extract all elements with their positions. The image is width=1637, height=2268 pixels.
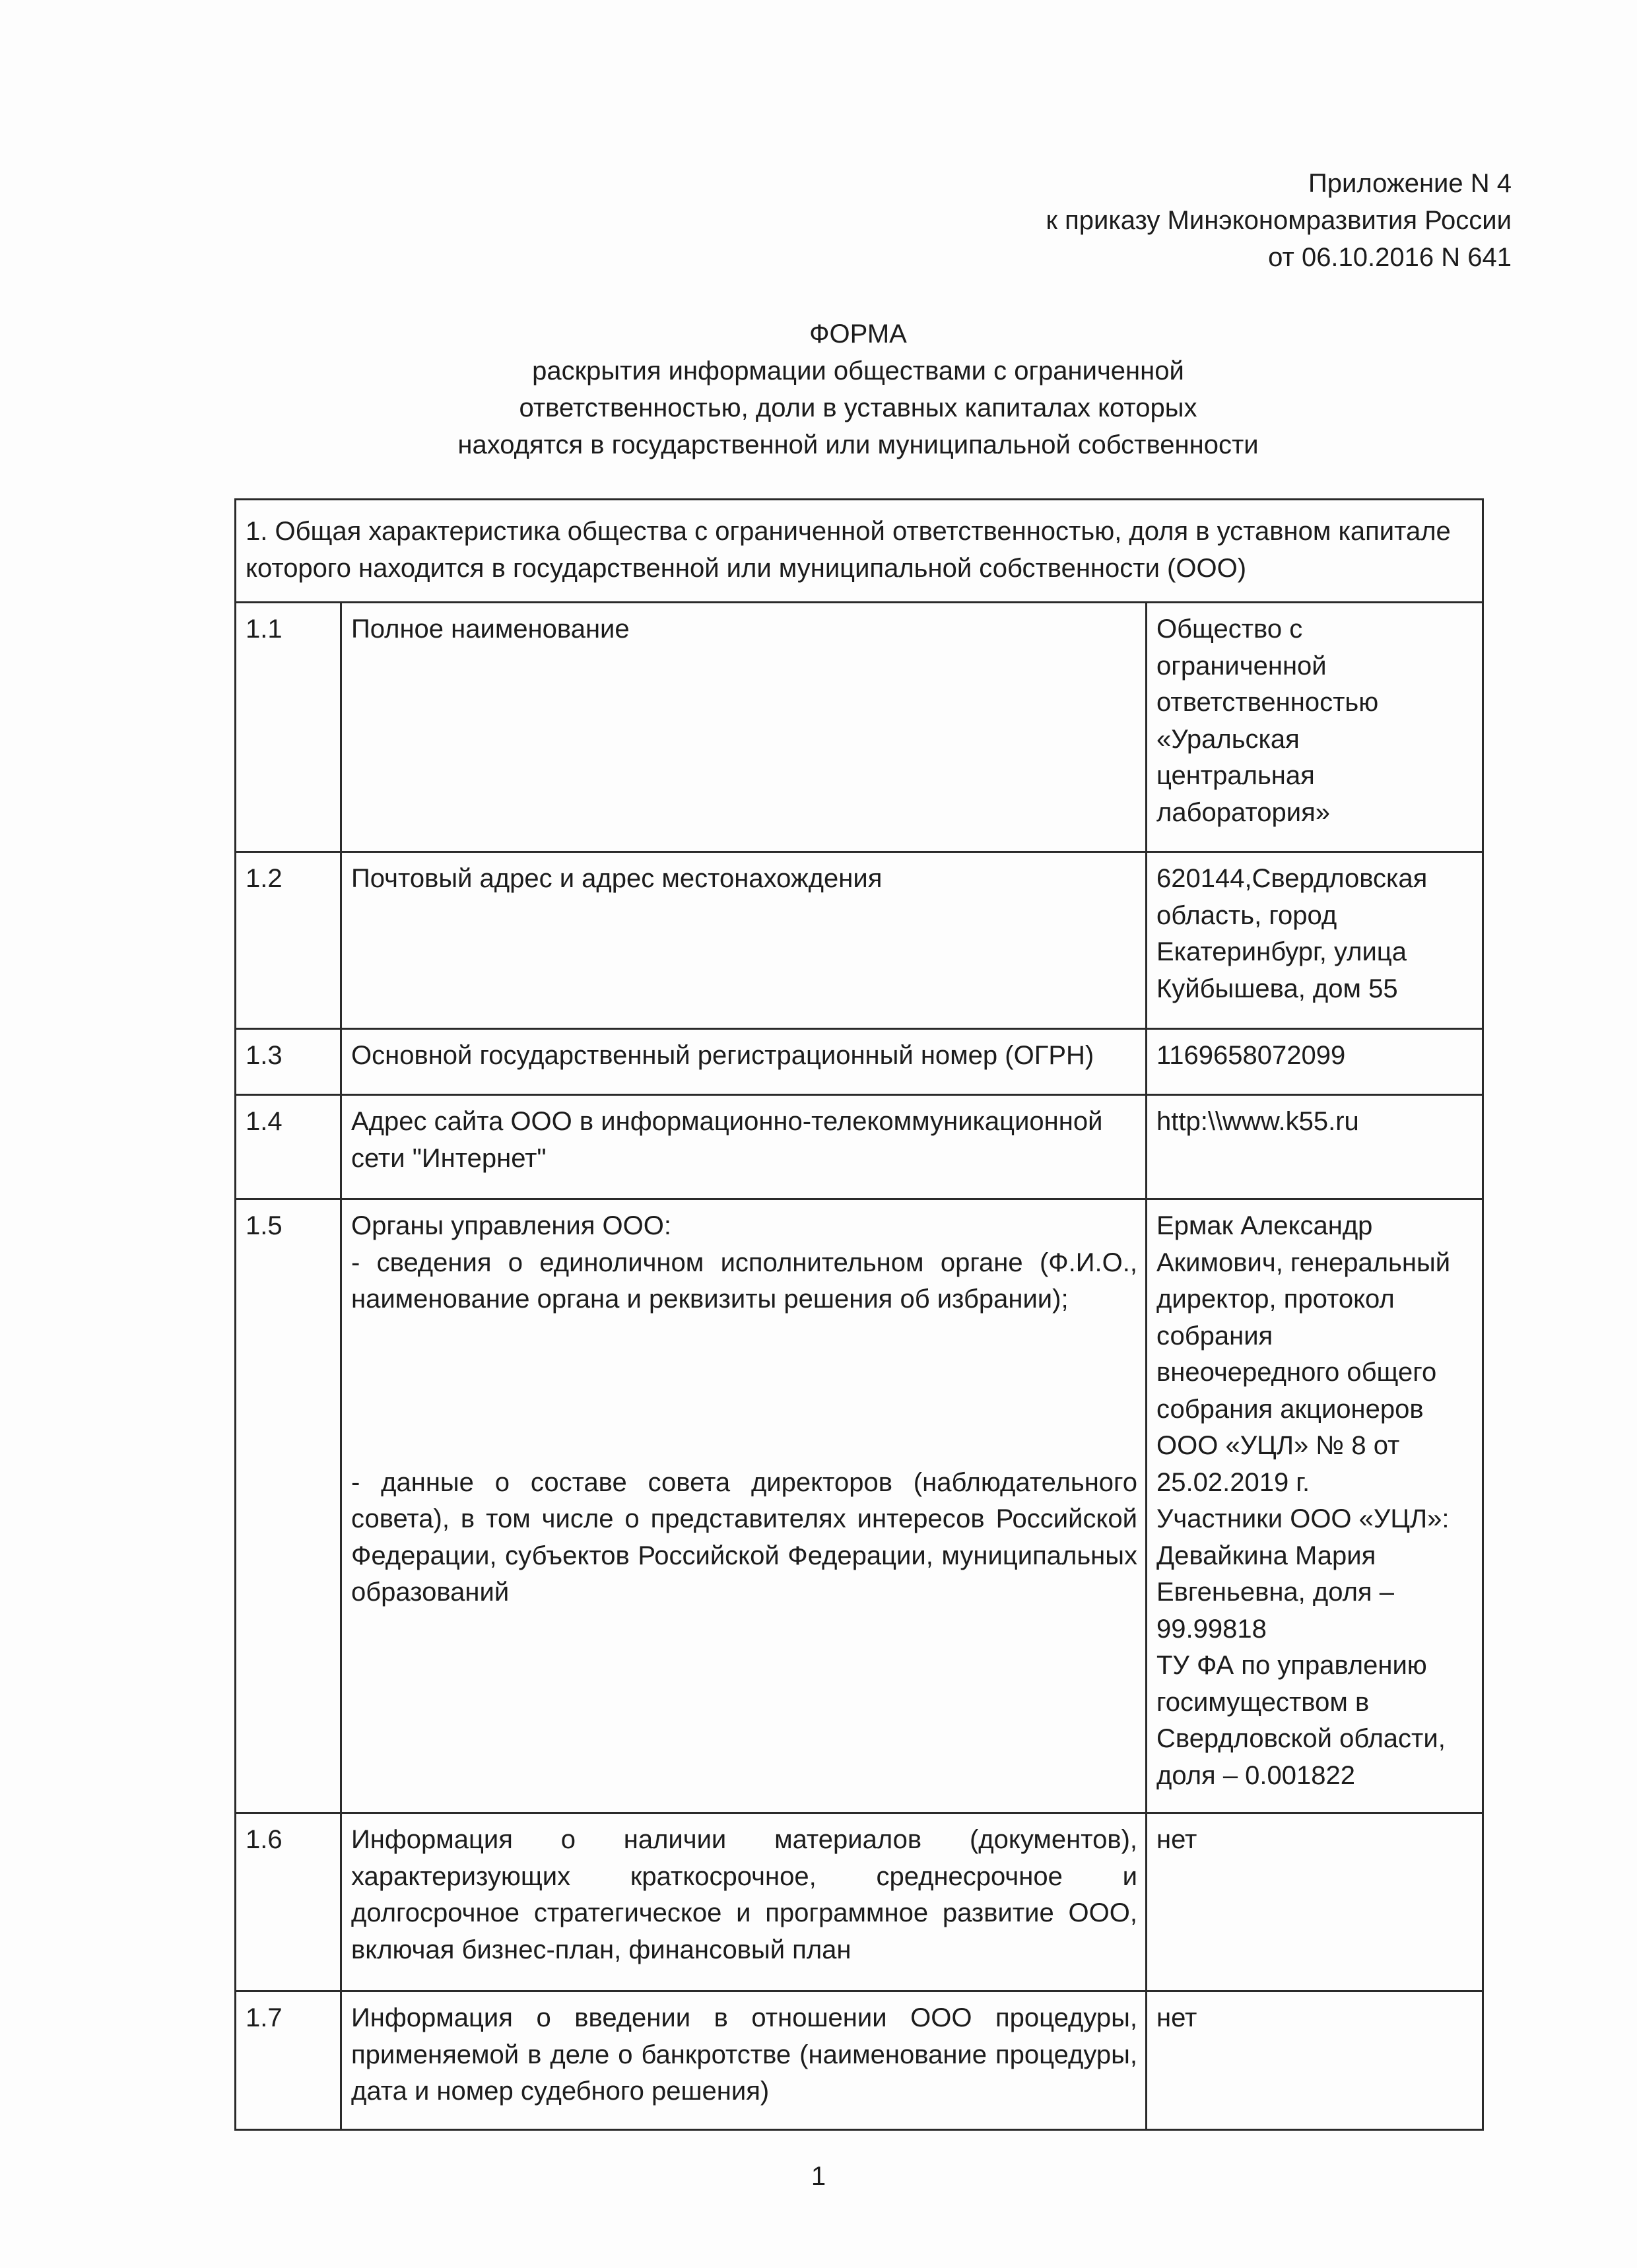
- row-number: 1.6: [236, 1813, 341, 1991]
- row-number: 1.5: [236, 1199, 341, 1813]
- row-label: [341, 1199, 1147, 1813]
- row-label: Информация о введении в отношении ООО процедуры, применяемой в деле о банкротстве (наименование процедуры, дата и номер судебного решения): [341, 1991, 1147, 2130]
- row-label: Основной государственный регистрационный номер (ОГРН): [341, 1029, 1147, 1095]
- row-number: 1.7: [236, 1991, 341, 2130]
- section-header: 1. Общая характеристика общества с ограниченной ответственностью, доля в уставном капитале которого находится в государственной или муниципальной собственности (ООО): [236, 500, 1483, 603]
- form-subtitle-line: ответственностью, доли в уставных капиталах которых: [519, 393, 1197, 422]
- row-label: Полное наименование: [341, 603, 1147, 852]
- row-value: 620144,Свердловская область, город Екатеринбург, улица Куйбышева, дом 55: [1147, 852, 1483, 1029]
- table-row: [236, 1095, 1483, 1199]
- row-value: 1169658072099: [1147, 1029, 1483, 1095]
- row-value: Ермак Александр Акимович, генеральный директор, протокол собрания внеочередного общего собрания акционеров ООО «УЦЛ» № 8 от 25.02.2019 г. Участники ООО «УЦЛ»: Девайкина Мария Евгеньевна, доля – 99.99818 ТУ ФА по управлению госимуществом в Свердловской области, доля – 0.001822: [1147, 1199, 1483, 1813]
- table-row: [236, 1813, 1483, 1991]
- row-value: нет: [1147, 1991, 1483, 2130]
- row-label: Адрес сайта ООО в информационно-телекоммуникационной сети "Интернет": [341, 1095, 1147, 1199]
- executive-body-label: - сведения о единоличном исполнительном органе (Ф.И.О., наименование органа и реквизиты решения об избрании);: [351, 1248, 1137, 1314]
- annex-line: к приказу Минэкономразвития России: [1046, 206, 1512, 235]
- form-title: [234, 316, 1482, 463]
- section-header-row: [236, 500, 1483, 603]
- table-row: [236, 1991, 1483, 2130]
- row-label: Почтовый адрес и адрес местонахождения: [341, 852, 1147, 1029]
- governance-title: Органы управления ООО:: [351, 1211, 671, 1240]
- table-row: [236, 603, 1483, 852]
- table-row: [236, 1199, 1483, 1813]
- form-subtitle-line: раскрытия информации обществами с ограниченной: [532, 356, 1184, 385]
- form-heading: ФОРМА: [809, 319, 907, 349]
- disclosure-table: [234, 498, 1484, 2131]
- table-row: [236, 1029, 1483, 1095]
- spacer: [351, 1318, 1137, 1465]
- page-number: 1: [811, 2162, 826, 2191]
- annex-line: Приложение N 4: [1308, 169, 1512, 198]
- table-row: [236, 852, 1483, 1029]
- row-value: нет: [1147, 1813, 1483, 1991]
- row-number: 1.3: [236, 1029, 341, 1095]
- form-subtitle-line: находятся в государственной или муниципальной собственности: [457, 430, 1259, 459]
- annex-reference: [1046, 165, 1512, 276]
- row-number: 1.2: [236, 852, 341, 1029]
- board-composition-label: - данные о составе совета директоров (наблюдательного совета), в том числе о представителях интересов Российской Федерации, субъектов Российской Федерации, муниципальных образований: [351, 1467, 1137, 1607]
- row-label: Информация о наличии материалов (документов), характеризующих краткосрочное, среднесрочное и долгосрочное стратегическое и программное развитие ООО, включая бизнес-план, финансовый план: [341, 1813, 1147, 1991]
- annex-line: от 06.10.2016 N 641: [1268, 243, 1512, 272]
- row-number: 1.1: [236, 603, 341, 852]
- row-value: http:\\www.k55.ru: [1147, 1095, 1483, 1199]
- row-number: 1.4: [236, 1095, 341, 1199]
- row-value: Общество с ограниченной ответственностью «Уральская центральная лаборатория»: [1147, 603, 1483, 852]
